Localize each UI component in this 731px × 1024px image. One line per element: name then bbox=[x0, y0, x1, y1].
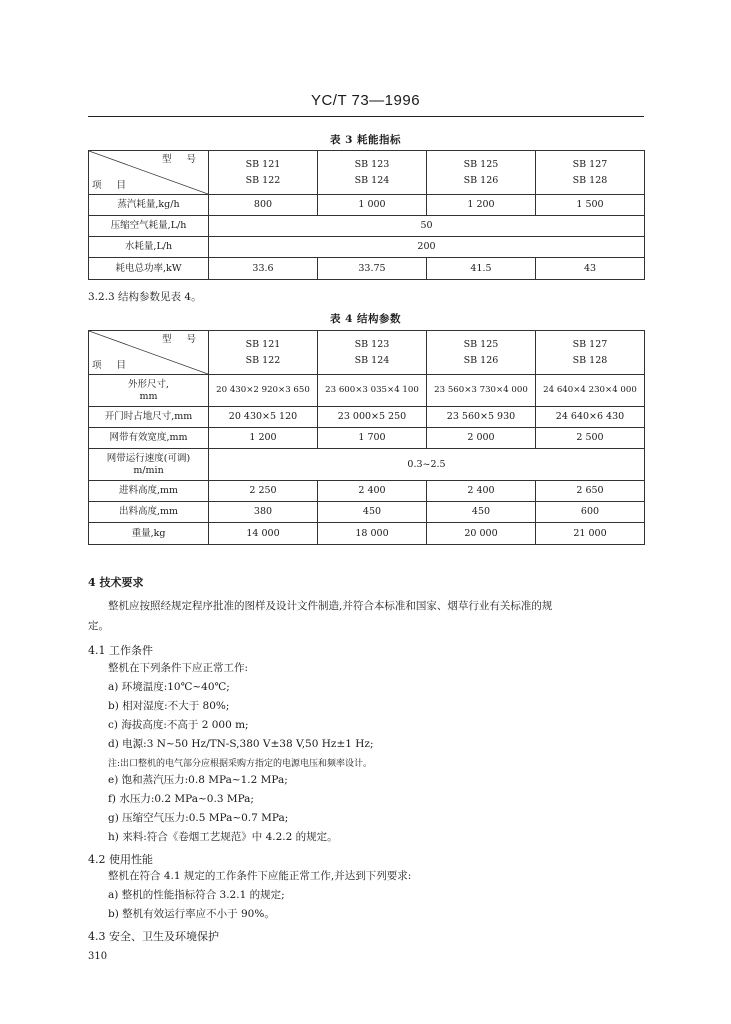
table-cell: 450 bbox=[318, 502, 427, 523]
table-cell: 20 430×5 120 bbox=[209, 407, 318, 428]
table-cell: 20 000 bbox=[427, 523, 536, 545]
table-cell: 41.5 bbox=[427, 258, 536, 280]
list-item: f) 水压力:0.2 MPa~0.3 MPa; bbox=[108, 793, 254, 805]
list-item: h) 来料:符合《卷烟工艺规范》中 4.2.2 的规定。 bbox=[108, 831, 338, 843]
table3-model-header: SB 123 SB 124 bbox=[318, 151, 427, 195]
section-4-2-intro: 整机在符合 4.1 规定的工作条件下应能正常工作,并达到下列要求: bbox=[108, 870, 412, 882]
table4-model-header: SB 121 SB 122 bbox=[209, 331, 318, 375]
list-item: b) 整机有效运行率应不小于 90%。 bbox=[108, 908, 275, 920]
table-cell: 24 640×6 430 bbox=[536, 407, 645, 428]
table4 bbox=[88, 330, 645, 545]
row-label: 网带运行速度(可调) m/min bbox=[89, 449, 209, 481]
table-cell-merged: 50 bbox=[209, 216, 645, 237]
row-label: 蒸汽耗量,kg/h bbox=[89, 195, 209, 216]
table-row bbox=[89, 428, 645, 449]
table-cell: 450 bbox=[427, 502, 536, 523]
table-cell: 2 400 bbox=[318, 481, 427, 502]
table-row bbox=[89, 523, 645, 545]
table-cell: 23 600×3 035×4 100 bbox=[318, 375, 427, 407]
row-label: 耗电总功率,kW bbox=[89, 258, 209, 280]
table-row bbox=[89, 449, 645, 481]
table-row bbox=[89, 237, 645, 258]
row-label: 出料高度,mm bbox=[89, 502, 209, 523]
table4-corner-top: 型 号 bbox=[161, 334, 202, 345]
section-4-1-heading: 4.1 工作条件 bbox=[88, 644, 153, 657]
list-item: e) 饱和蒸汽压力:0.8 MPa~1.2 MPa; bbox=[108, 774, 288, 786]
table-cell: 1 700 bbox=[318, 428, 427, 449]
table-cell-merged: 0.3~2.5 bbox=[209, 449, 645, 481]
section-4-paragraph-line2: 定。 bbox=[88, 620, 109, 632]
table-row bbox=[89, 216, 645, 237]
table-cell: 23 560×3 730×4 000 bbox=[427, 375, 536, 407]
table-cell: 21 000 bbox=[536, 523, 645, 545]
list-item: d) 电源:3 N~50 Hz/TN-S,380 V±38 V,50 Hz±1 Hz; bbox=[108, 738, 374, 750]
table3-corner-top: 型 号 bbox=[161, 154, 202, 165]
table-cell: 800 bbox=[209, 195, 318, 216]
clause-3-2-3: 3.2.3 结构参数见表 4。 bbox=[88, 291, 202, 303]
section-4-2-heading: 4.2 使用性能 bbox=[88, 853, 153, 866]
table-cell: 1 000 bbox=[318, 195, 427, 216]
table-row bbox=[89, 502, 645, 523]
table4-model-header: SB 123 SB 124 bbox=[318, 331, 427, 375]
table-cell-merged: 200 bbox=[209, 237, 645, 258]
table-cell: 2 000 bbox=[427, 428, 536, 449]
table-row bbox=[89, 375, 645, 407]
table4-model-header: SB 125 SB 126 bbox=[427, 331, 536, 375]
row-label: 水耗量,L/h bbox=[89, 237, 209, 258]
table-cell: 2 650 bbox=[536, 481, 645, 502]
page-number: 310 bbox=[88, 951, 108, 962]
table3-model-header: SB 125 SB 126 bbox=[427, 151, 536, 195]
list-item: a) 整机的性能指标符合 3.2.1 的规定; bbox=[108, 889, 285, 901]
header-rule bbox=[88, 116, 644, 117]
table3 bbox=[88, 150, 645, 280]
table3-corner-cell bbox=[89, 151, 209, 195]
table4-caption: 表 4 结构参数 bbox=[329, 313, 402, 325]
note: 注:出口整机的电气部分应根据采购方指定的电源电压和频率设计。 bbox=[108, 759, 373, 769]
table4-corner-bottom: 项 目 bbox=[92, 360, 133, 372]
section-4-1-intro: 整机在下列条件下应正常工作: bbox=[108, 662, 249, 674]
table3-corner-bottom: 项 目 bbox=[92, 180, 133, 192]
section-4-heading: 4 技术要求 bbox=[88, 576, 144, 589]
row-label: 进料高度,mm bbox=[89, 481, 209, 502]
table-cell: 33.75 bbox=[318, 258, 427, 280]
table3-caption: 表 3 耗能指标 bbox=[329, 134, 402, 146]
table-cell: 23 560×5 930 bbox=[427, 407, 536, 428]
table4-header-row bbox=[89, 331, 645, 375]
table-cell: 14 000 bbox=[209, 523, 318, 545]
row-label: 压缩空气耗量,L/h bbox=[89, 216, 209, 237]
list-item: c) 海拔高度:不高于 2 000 m; bbox=[108, 719, 249, 731]
table-cell: 43 bbox=[536, 258, 645, 280]
table-cell: 1 200 bbox=[427, 195, 536, 216]
table3-model-header: SB 127 SB 128 bbox=[536, 151, 645, 195]
table-row bbox=[89, 481, 645, 502]
table-cell: 20 430×2 920×3 650 bbox=[209, 375, 318, 407]
table-cell: 1 200 bbox=[209, 428, 318, 449]
table4-corner-cell bbox=[89, 331, 209, 375]
list-item: g) 压缩空气压力:0.5 MPa~0.7 MPa; bbox=[108, 812, 289, 824]
table-cell: 24 640×4 230×4 000 bbox=[536, 375, 645, 407]
table3-header-row bbox=[89, 151, 645, 195]
section-4-3-heading: 4.3 安全、卫生及环境保护 bbox=[88, 930, 219, 943]
table-row bbox=[89, 195, 645, 216]
table3-model-header: SB 121 SB 122 bbox=[209, 151, 318, 195]
row-label: 网带有效宽度,mm bbox=[89, 428, 209, 449]
list-item: a) 环境温度:10℃~40℃; bbox=[108, 681, 230, 693]
table-row bbox=[89, 258, 645, 280]
table-row bbox=[89, 407, 645, 428]
table-cell: 2 500 bbox=[536, 428, 645, 449]
running-header: YC/T 73—1996 bbox=[310, 92, 421, 109]
table-cell: 380 bbox=[209, 502, 318, 523]
row-label: 重量,kg bbox=[89, 523, 209, 545]
table-cell: 2 400 bbox=[427, 481, 536, 502]
row-label: 开门时占地尺寸,mm bbox=[89, 407, 209, 428]
row-label: 外形尺寸, mm bbox=[89, 375, 209, 407]
table-cell: 2 250 bbox=[209, 481, 318, 502]
section-4-paragraph-line1: 整机应按照经规定程序批准的图样及设计文件制造,并符合本标准和国家、烟草行业有关标准的规 bbox=[108, 600, 553, 612]
table-cell: 600 bbox=[536, 502, 645, 523]
table-cell: 33.6 bbox=[209, 258, 318, 280]
table-cell: 23 000×5 250 bbox=[318, 407, 427, 428]
table-cell: 1 500 bbox=[536, 195, 645, 216]
list-item: b) 相对湿度:不大于 80%; bbox=[108, 700, 230, 712]
table-cell: 18 000 bbox=[318, 523, 427, 545]
table4-model-header: SB 127 SB 128 bbox=[536, 331, 645, 375]
